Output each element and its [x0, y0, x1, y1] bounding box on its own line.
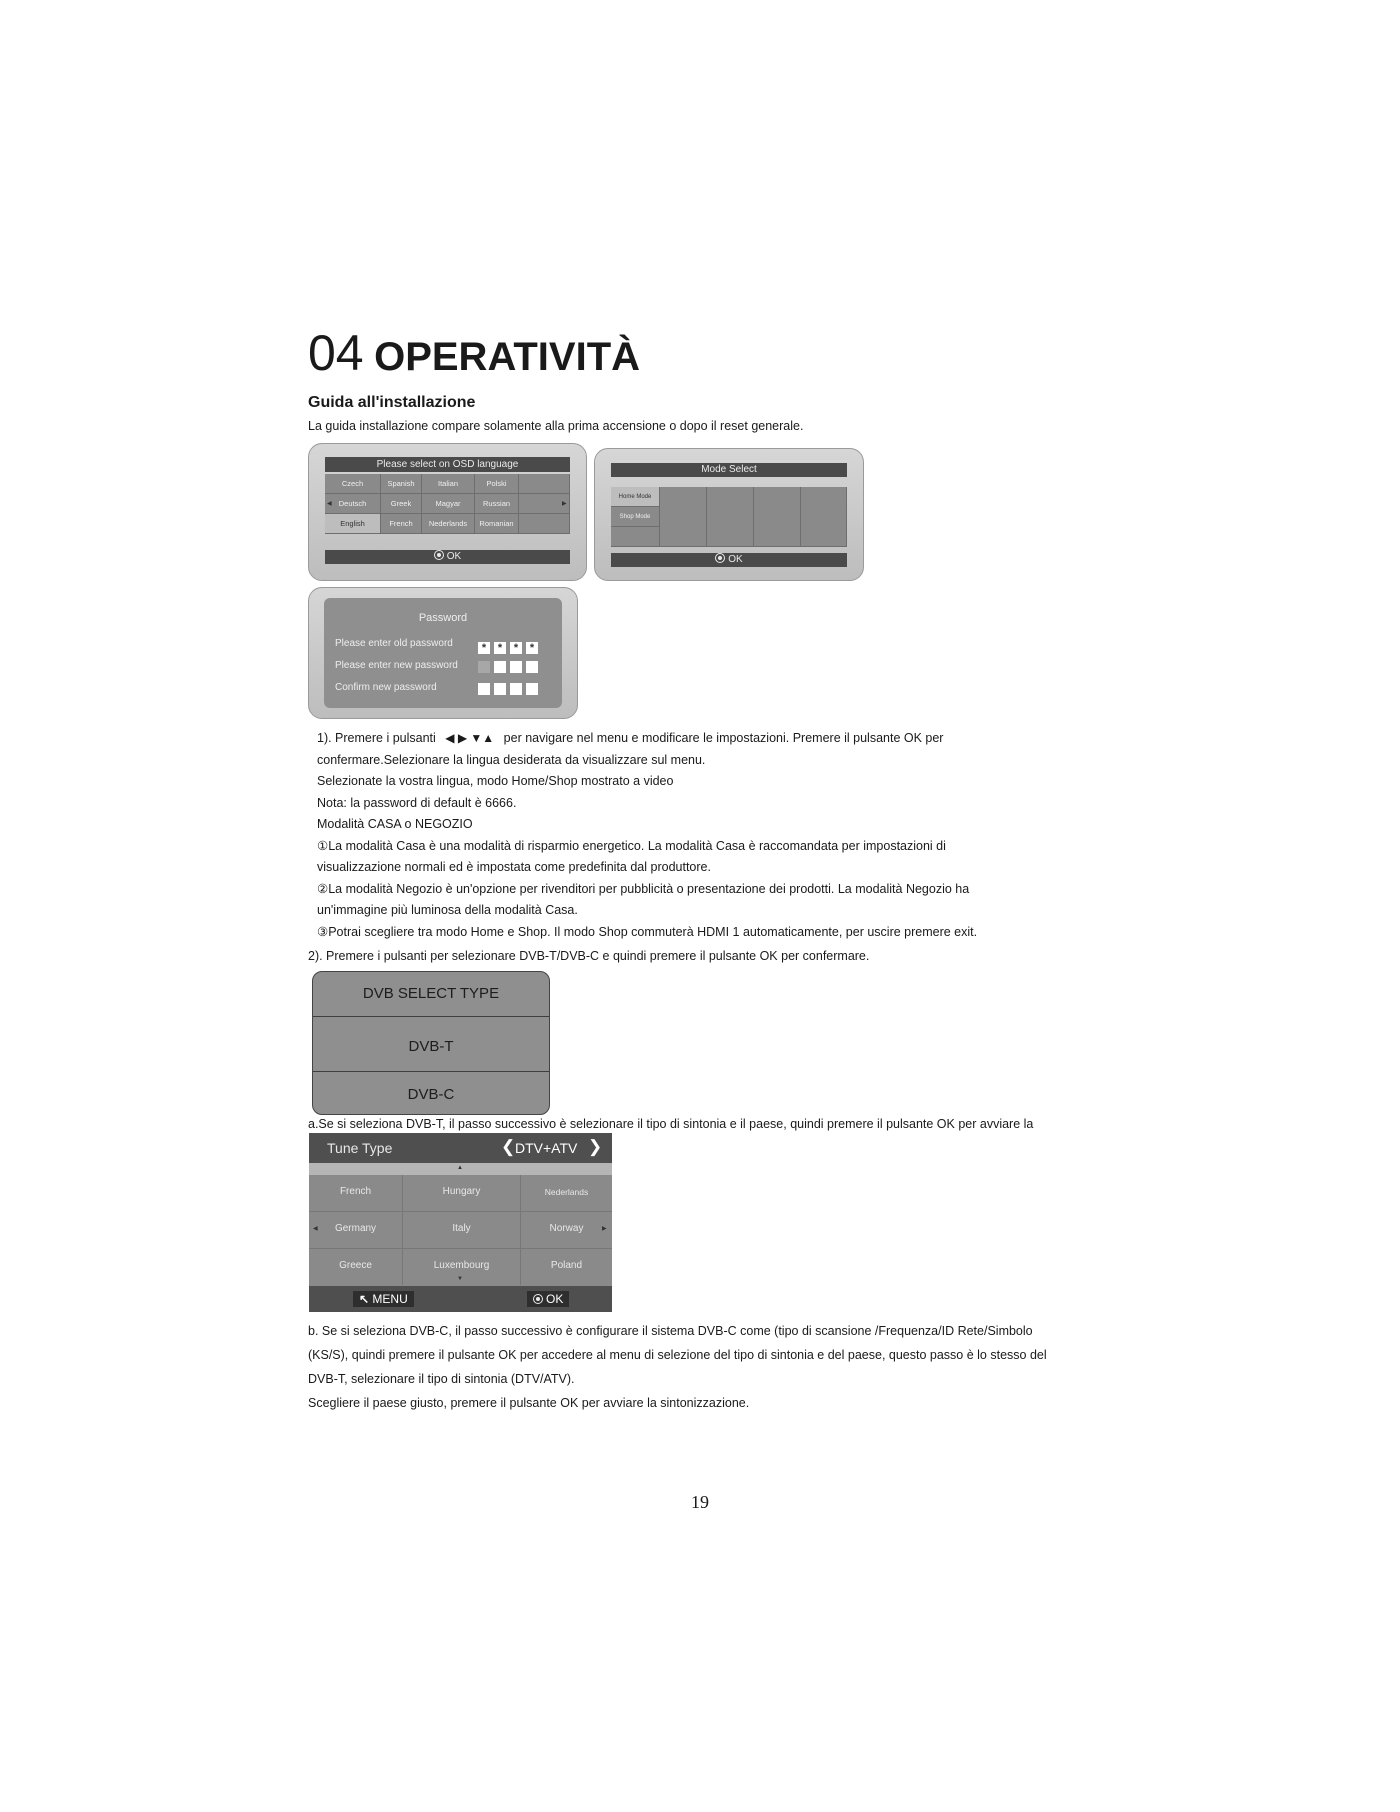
old-password-label: Please enter old password — [335, 638, 453, 649]
mode-grid — [611, 487, 847, 547]
ok-button[interactable] — [527, 1291, 569, 1307]
password-title: Password — [418, 612, 468, 624]
country-option[interactable]: Luxembourg — [403, 1249, 521, 1285]
language-option[interactable]: Greek — [381, 494, 422, 514]
mode-option-shop[interactable]: Shop Mode — [611, 507, 660, 527]
ok-icon — [533, 1294, 543, 1304]
note-b-line: b. Se si seleziona DVB-C, il passo successivo è configurare il sistema DVB-C come (tipo di scansione /Frequenza/ID Rete/Simbolo — [308, 1324, 1033, 1338]
ok-icon — [434, 550, 444, 560]
mode-ok-label[interactable]: OK — [728, 554, 743, 565]
country-option[interactable]: Nederlands — [521, 1175, 612, 1212]
country-option[interactable]: French — [309, 1175, 403, 1212]
country-option[interactable]: Italy — [403, 1212, 521, 1249]
osd-language-panel — [308, 443, 587, 581]
note-b-line: DVB-T, selezionare il tipo di sintonia (DTV/ATV). — [308, 1372, 575, 1386]
country-option[interactable]: Poland — [550, 1260, 583, 1271]
navigation-arrows-icon: ◀ ▶ ▼▲ — [445, 731, 495, 745]
language-option-selected[interactable]: English — [325, 514, 381, 534]
page-number: 19 — [691, 1492, 709, 1512]
language-option[interactable]: Czech — [325, 474, 381, 494]
ok-icon — [715, 553, 725, 563]
step1-line — [317, 728, 943, 750]
language-option[interactable]: Italian — [422, 474, 475, 494]
note-b-line: (KS/S), quindi premere il pulsante OK per accedere al menu di selezione del tipo di sintonia e del paese, questo passo è lo stesso del — [308, 1348, 1047, 1362]
instruction-line: Selezionate la vostra lingua, modo Home/Shop mostrato a video — [317, 774, 674, 788]
note-a: a.Se si seleziona DVB-T, il passo successivo è selezionare il tipo di sintonia e il paese, quindi premere il pulsante OK per avviare la — [308, 1117, 1034, 1131]
password-dialog — [324, 598, 562, 708]
dvb-c-option[interactable]: DVB-C — [407, 1086, 455, 1103]
mode-select-panel — [594, 448, 864, 581]
left-arrow-icon: ◀ — [313, 1226, 318, 1232]
country-grid — [309, 1175, 612, 1286]
language-option[interactable]: Deutsch — [325, 494, 381, 514]
instruction-line: ①La modalità Casa è una modalità di risparmio energetico. La modalità Casa è raccomandata per impostazioni di — [317, 839, 946, 853]
language-option[interactable]: Russian — [475, 494, 519, 514]
tune-type-value[interactable]: DTV+ATV — [515, 1140, 578, 1156]
chapter-number: 04 — [308, 325, 364, 381]
section-intro: La guida installazione compare solamente alla prima accensione o dopo il reset generale. — [308, 419, 804, 433]
mode-select-title: Mode Select — [611, 463, 847, 477]
chapter-title: OPERATIVITÀ — [374, 335, 641, 379]
language-empty-cell — [519, 474, 570, 494]
language-option[interactable]: Spanish — [381, 474, 422, 494]
step1-text-start: 1). Premere i pulsanti — [317, 731, 436, 745]
mode-option-home[interactable]: Home Mode — [611, 487, 660, 507]
chevron-right-icon[interactable]: ❯ — [588, 1137, 603, 1156]
instruction-line: confermare.Selezionare la lingua desiderata da visualizzare sul menu. — [317, 753, 706, 767]
password-panel — [308, 587, 578, 719]
mode-empty-cell — [801, 487, 847, 547]
new-password-field[interactable] — [478, 660, 542, 678]
osd-ok-bar — [325, 550, 570, 564]
note-b-line: Scegliere il paese giusto, premere il pulsante OK per avviare la sintonizzazione. — [308, 1396, 750, 1410]
chevron-left-icon[interactable]: ❮ — [501, 1137, 516, 1156]
left-arrow-icon: ◀ — [327, 501, 332, 507]
menu-button[interactable] — [353, 1291, 414, 1307]
instruction-line: ②La modalità Negozio è un'opzione per rivenditori per pubblicità o presentazione dei prodotti. La modalità Negozio ha — [317, 882, 970, 896]
back-icon: ↖ — [359, 1292, 370, 1306]
osd-ok-label[interactable]: OK — [446, 551, 462, 562]
language-grid — [325, 474, 570, 534]
tune-type-panel — [309, 1133, 612, 1312]
mode-empty-cell — [754, 487, 801, 547]
country-option[interactable]: Greece — [309, 1249, 403, 1285]
language-option[interactable]: Romanian — [475, 514, 519, 534]
up-arrow-icon: ▲ — [457, 1165, 463, 1171]
instruction-line: ③Potrai scegliere tra modo Home e Shop. Il modo Shop commuterà HDMI 1 automaticamente, per uscire premere exit. — [317, 925, 978, 939]
tune-scroll-strip — [309, 1163, 612, 1175]
language-option[interactable]: Polski — [475, 474, 519, 494]
country-option[interactable]: Germany — [309, 1212, 403, 1249]
instruction-line: Nota: la password di default è 6666. — [317, 796, 517, 810]
tune-type-label: Tune Type — [327, 1140, 393, 1156]
dvb-t-option[interactable]: DVB-T — [313, 1017, 549, 1072]
mode-ok-bar — [611, 553, 847, 567]
language-option[interactable]: Nederlands — [422, 514, 475, 534]
language-empty-cell — [519, 514, 570, 534]
right-arrow-icon: ▶ — [562, 501, 567, 507]
old-password-field[interactable]: * * * * — [478, 638, 542, 656]
confirm-password-field[interactable] — [478, 682, 542, 700]
language-option[interactable]: French — [381, 514, 422, 534]
chapter-heading — [308, 325, 641, 381]
mode-empty-cell — [660, 487, 707, 547]
mode-empty-cell — [707, 487, 754, 547]
mode-empty-cell — [611, 527, 660, 547]
menu-label: MENU — [372, 1292, 408, 1306]
osd-language-title: Please select on OSD language — [325, 457, 570, 472]
ok-label: OK — [546, 1292, 564, 1306]
new-password-label: Please enter new password — [335, 660, 458, 671]
country-option[interactable]: Norway — [521, 1212, 612, 1249]
down-arrow-icon: ▼ — [457, 1276, 463, 1282]
dvb-select-panel — [312, 971, 550, 1115]
instruction-line: Modalità CASA o NEGOZIO — [317, 817, 473, 831]
instruction-line: visualizzazione normali ed è impostata come predefinita dal produttore. — [317, 860, 711, 874]
instruction-line: un'immagine più luminosa della modalità Casa. — [317, 903, 578, 917]
right-arrow-icon: ▶ — [602, 1226, 607, 1232]
country-option[interactable]: Hungary — [403, 1175, 521, 1212]
confirm-password-label: Confirm new password — [335, 682, 437, 693]
section-title: Guida all'installazione — [308, 394, 476, 411]
language-option[interactable]: Magyar — [422, 494, 475, 514]
tune-footer — [309, 1286, 612, 1312]
step1-text-end: per navigare nel menu e modificare le impostazioni. Premere il pulsante OK per — [503, 731, 944, 745]
step2-line: 2). Premere i pulsanti per selezionare DVB-T/DVB-C e quindi premere il pulsante OK per confermare. — [308, 949, 870, 963]
tune-type-header — [309, 1133, 612, 1163]
dvb-select-title: DVB SELECT TYPE — [313, 972, 549, 1017]
